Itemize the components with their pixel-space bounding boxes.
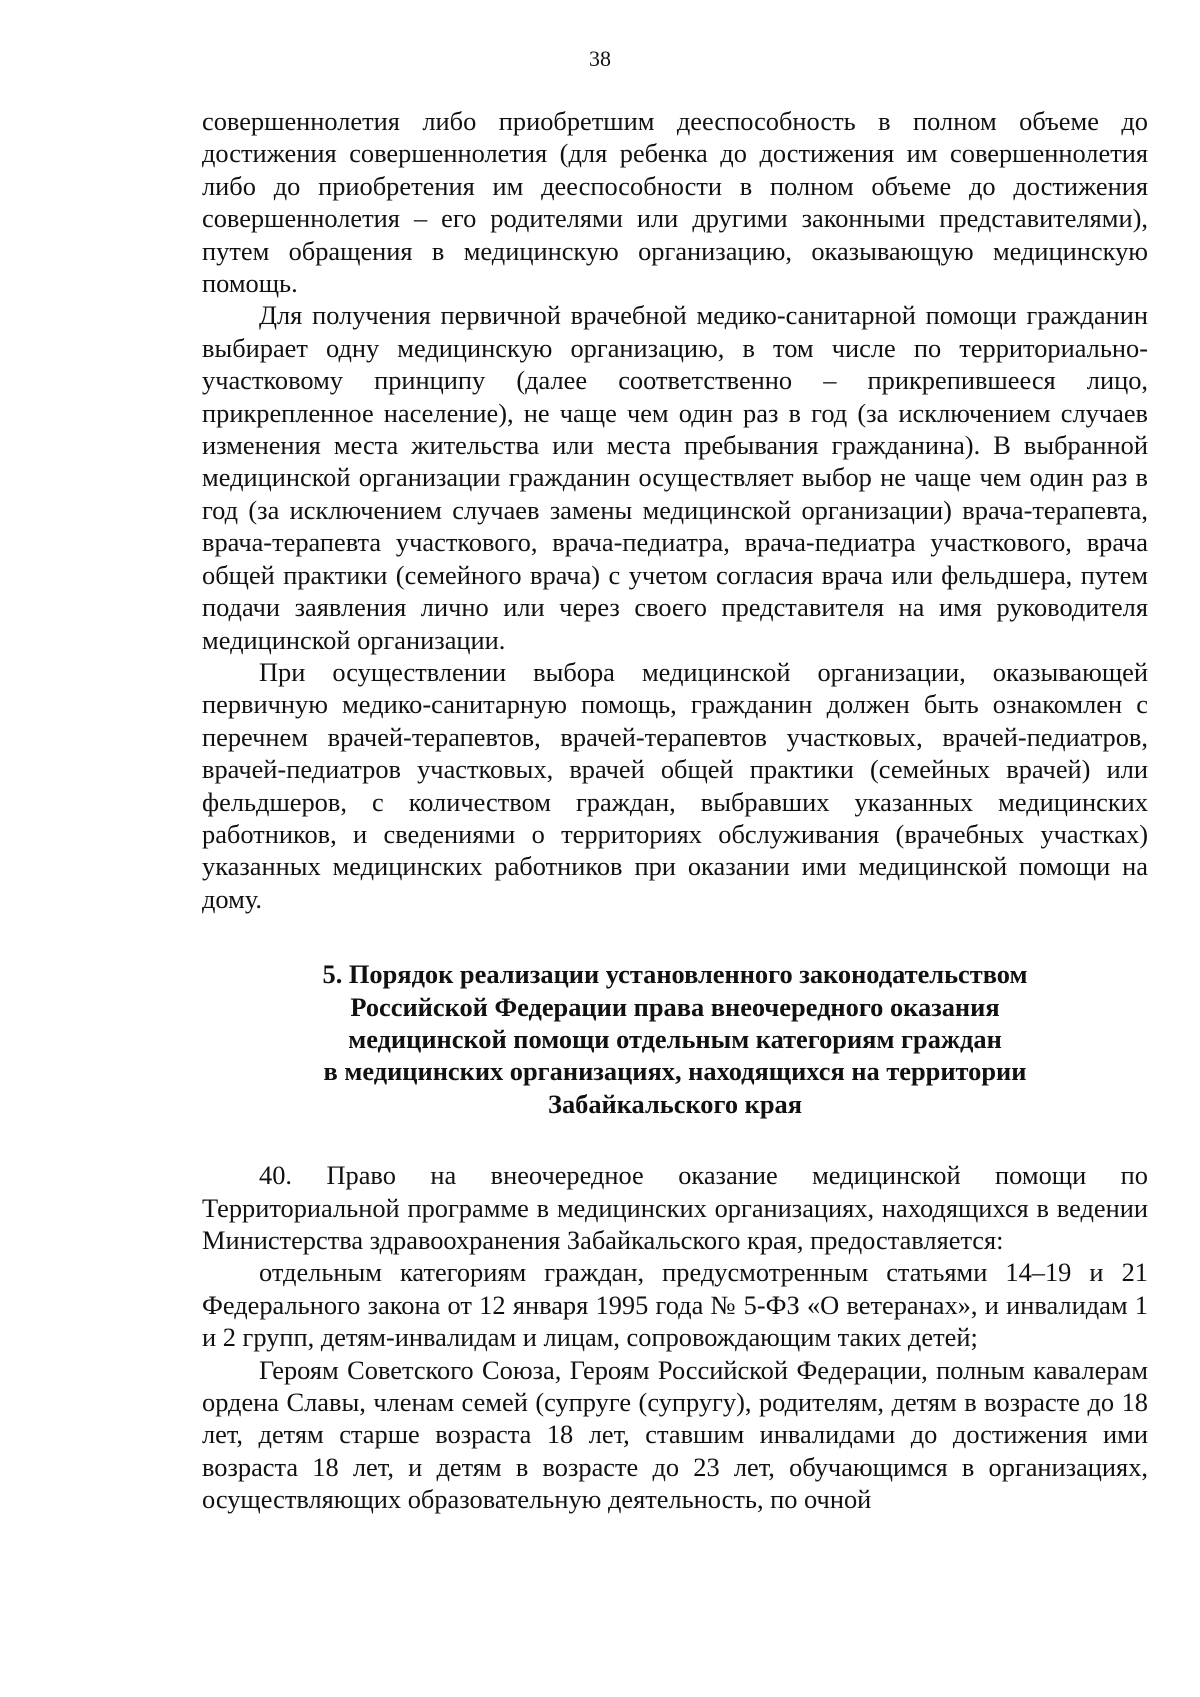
- paragraph-item-40: 40. Право на внеочередное оказание медицинской помощи по Территориальной программе в медицинских организациях, находящихся в ведении Министерства здравоохранения Забайкальского края, предоставляется:: [202, 1160, 1148, 1255]
- section-title-line: Российской Федерации права внеочередного оказания: [350, 991, 1000, 1022]
- paragraph-continuation: совершеннолетия либо приобретшим дееспособность в полном объеме до достижения совершеннолетия (для ребенка до достижения им совершеннолетия либо до приобретения им дееспособности в полном объеме до достижения совершеннолетия – его родителями или другими законными представителями), путем обращения в медицинскую организацию, оказывающую медицинскую помощь.: [202, 106, 1148, 299]
- section-title: [202, 958, 1148, 1120]
- paragraph-primary-care-choice: Для получения первичной врачебной медико-санитарной помощи гражданин выбирает одну медицинскую организацию, в том числе по территориально-участковому принципу (далее соответственно – прикрепившееся лицо, прикрепленное население), не чаще чем один раз в год (за исключением случаев изменения места жительства или места пребывания гражданина). В выбранной медицинской организации гражданин осуществляет выбор не чаще чем один раз в год (за исключением случаев замены медицинской организации) врача-терапевта, врача-терапевта участкового, врача-педиатра, врача-педиатра участкового, врача общей практики (семейного врача) с учетом согласия врача или фельдшера, путем подачи заявления лично или через своего представителя на имя руководителя медицинской организации.: [202, 300, 1148, 655]
- section-title-line: Забайкальского края: [548, 1088, 802, 1119]
- section-title-line: медицинской помощи отдельным категориям граждан: [348, 1023, 1002, 1054]
- paragraph-choice-information: При осуществлении выбора медицинской организации, оказывающей первичную медико-санитарную помощь, гражданин должен быть ознакомлен с перечнем врачей-терапевтов, врачей-терапевтов участковых, врачей-педиатров, врачей-педиатров участковых, врачей общей практики (семейных врачей) или фельдшеров, с количеством граждан, выбравших указанных медицинских работников, и сведениями о территориях обслуживания (врачебных участках) указанных медицинских работников при оказании ими медицинской помощи на дому.: [202, 656, 1148, 914]
- page-number: 38: [589, 46, 611, 71]
- paragraph-heroes-category: Героям Советского Союза, Героям Российской Федерации, полным кавалерам ордена Славы, членам семей (супруге (супругу), родителям, детям в возрасте до 18 лет, детям старше возраста 18 лет, ставшим инвалидами до достижения ими возраста 18 лет, и детям в возрасте до 23 лет, обучающимся в организациях, осуществляющих образовательную деятельность, по очной: [202, 1354, 1148, 1515]
- document-body: [202, 105, 1148, 1516]
- section-title-line: в медицинских организациях, находящихся на территории: [323, 1056, 1027, 1087]
- section-title-line: 5. Порядок реализации установленного законодательством: [322, 959, 1028, 990]
- paragraph-veterans-category: отдельным категориям граждан, предусмотренным статьями 14–19 и 21 Федерального закона от 12 января 1995 года № 5-ФЗ «О ветеранах», и инвалидам 1 и 2 групп, детям-инвалидам и лицам, сопровождающим таких детей;: [202, 1257, 1148, 1353]
